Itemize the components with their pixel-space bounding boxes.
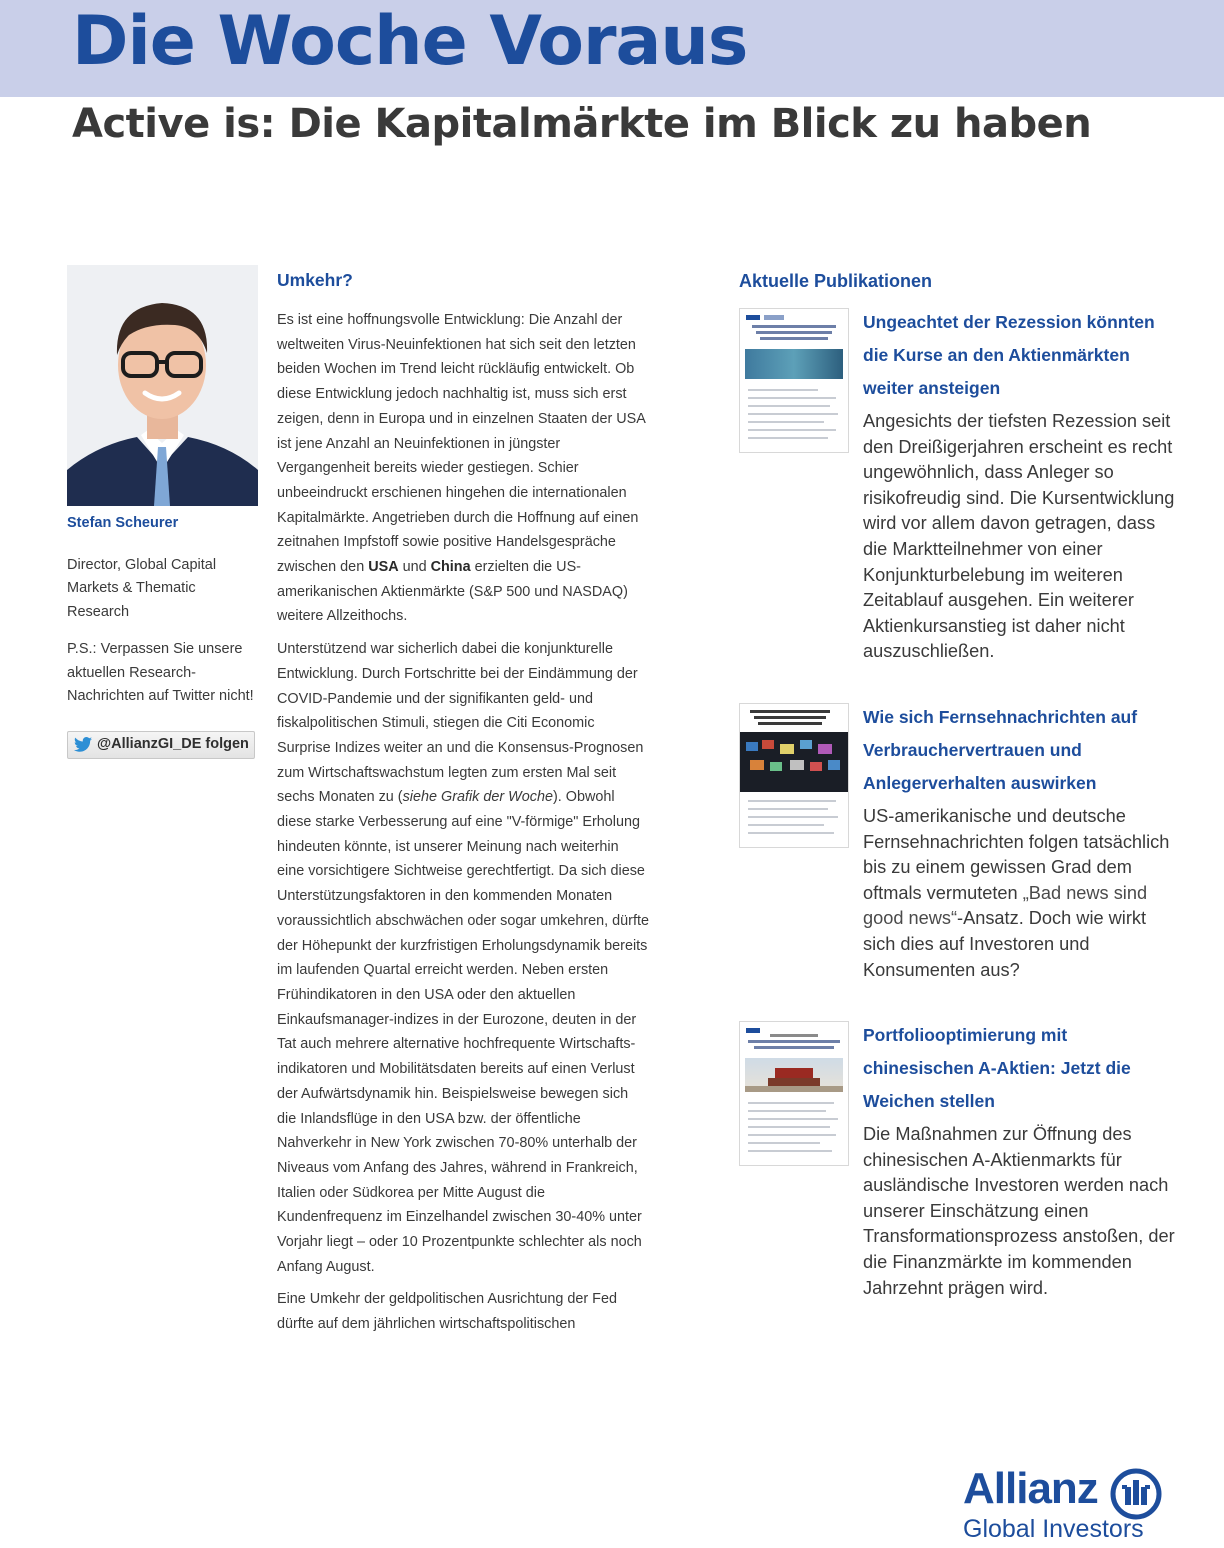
twitter-follow-button[interactable] [67,731,255,759]
allianz-gi-logo [963,1464,1178,1547]
publications-column [739,268,1189,1337]
allianz-eagle-icon [1109,1467,1163,1521]
article-heading: Umkehr? [277,270,353,290]
article-paragraph-3: Eine Umkehr der geldpolitischen Ausrichtung der Fed dürfte auf dem jährlichen wirtschaftspolitischen [277,1291,617,1333]
publication-thumbnail[interactable] [739,1021,849,1166]
publication-description: Angesichts der tiefsten Rezession seit den Dreißigerjahren erscheint es recht ungewöhnlich, dass Anleger so risikofreudig sind. Die Kursentwicklung wird vor allem davon getragen, dass die Marktteilnehmer von einer Konjunkturbelebung im weiteren Zeitablauf ausgehen. Ein weiterer Aktienkursanstieg ist daher nicht auszuschließen. [863,411,1175,662]
author-sidebar [67,512,257,759]
publication-item [739,306,1189,665]
page-title: Die Woche Voraus [72,2,748,81]
publication-description: US-amerikanische und deutsche Fernsehnachrichten folgen tatsächlich bis zu einem gewissen Grad dem oftmals vermuteten „Bad news sind good news“-Ansatz. Doch wie wirkt sich dies auf Investoren und Konsumenten aus? [863,805,1170,980]
twitter-bird-icon [74,737,92,752]
publication-title-link[interactable]: Portfoliooptimierung mit chinesischen A-Aktien: Jetzt die Weichen stellen [863,1025,1131,1112]
page-subtitle: Active is: Die Kapitalmärkte im Blick zu haben [72,101,1092,147]
article-paragraph-2: Unterstützend war sicherlich dabei die konjunkturelle Entwicklung. Durch Fortschritte bei der Eindämmung der COVID-Pandemie und der signifikanten geld- und fiskalpolitischen Stimuli, stiegen die Citi Economic Surprise Indizes weiter an und die Konsensus-Prognosen zum Wirtschaftswachstum legten zum ersten Mal seit sechs Monaten zu (siehe Grafik der Woche). Obwohl diese starke Verbesserung auf eine "V-förmige" Erholung hindeuten könnte, ist unserer Meinung nach weiterhin eine vorsichtigere Sichtweise gerechtfertigt. Da sich diese Unterstützungsfaktoren in den kommenden Monaten voraussichtlich abschwächen oder sogar umkehren, dürfte der Höhepunkt der kurzfristigen Erholungsdynamik bereits im laufenden Quartal erreicht werden. Neben ersten Frühindikatoren in den USA oder den aktuellen Einkaufsmanager-indizes in der Eurozone, deuten in der Tat auch mehrere alternative hochfrequente Wirtschafts-indikatoren und Mobilitätsdaten bereits auf einen Verlust der Aufwärtsdynamik hin. Beispielsweise bewegen sich die Inlandsflüge in den USA bzw. der öffentliche Nahverkehr in New York zwischen 70-80% unterhalb der Niveaus vom Anfang des Jahres, während in Frankreich, Italien oder Südkorea per Mitte August die Kundenfrequenz im Einzelhandel zwischen 30-40% unter Vorjahr liegt – oder 10 Prozentpunkte schlechter als noch Anfang August. [277,641,649,1275]
publication-item [739,1019,1189,1301]
twitter-note: P.S.: Verpassen Sie unsere aktuellen Research-Nachrichten auf Twitter nicht! [67,641,254,704]
article-column [277,268,649,1345]
publication-item [739,701,1189,983]
author-role: Director, Global Capital Markets & Thematic Research [67,556,217,620]
twitter-button-label: @AllianzGI_DE folgen [97,735,249,752]
logo-wordmark: Allianz [963,1464,1098,1513]
publications-heading: Aktuelle Publikationen [739,271,933,291]
publication-thumbnail[interactable] [739,308,849,453]
article-paragraph-1: Es ist eine hoffnungsvolle Entwicklung: Die Anzahl der weltweiten Virus-Neuinfektionen hat sich seit den letzten beiden Wochen im Trend leicht rückläufig entwickelt. Ob diese Entwicklung jedoch nachhaltig ist, muss sich erst zeigen, denn in Europa und in einzelnen Staaten der USA ist jene Anzahl an Neuinfektionen in jüngster Vergangenheit bereits wieder gestiegen. Schier unbeeindruckt erschienen hingehen die internationalen Kapitalmärkte. Angetrieben durch die Hoffnung auf einen zeitnahen Impfstoff sowie positive Handelsgespräche zwischen den USA und China erzielten die US-amerikanischen Aktienmärkte (S&P 500 und NASDAQ) weitere Allzeithochs. [277,312,646,625]
publication-description: Die Maßnahmen zur Öffnung des chinesischen A-Aktienmarkts für ausländische Investoren werden nach unserer Einschätzung einen Transformationsprozess anstoßen, der die Finanzmärkte im kommenden Jahrzehnt prägen wird. [863,1124,1175,1298]
author-photo [67,265,258,506]
logo-subtitle: Global Investors [963,1515,1144,1543]
publication-thumbnail[interactable] [739,703,849,848]
publication-title-link[interactable]: Ungeachtet der Rezession könnten die Kurse an den Aktienmärkten weiter ansteigen [863,312,1155,398]
author-name: Stefan Scheurer [67,515,179,531]
publication-title-link[interactable]: Wie sich Fernsehnachrichten auf Verbrauchervertrauen und Anlegerverhalten auswirken [863,706,1138,793]
